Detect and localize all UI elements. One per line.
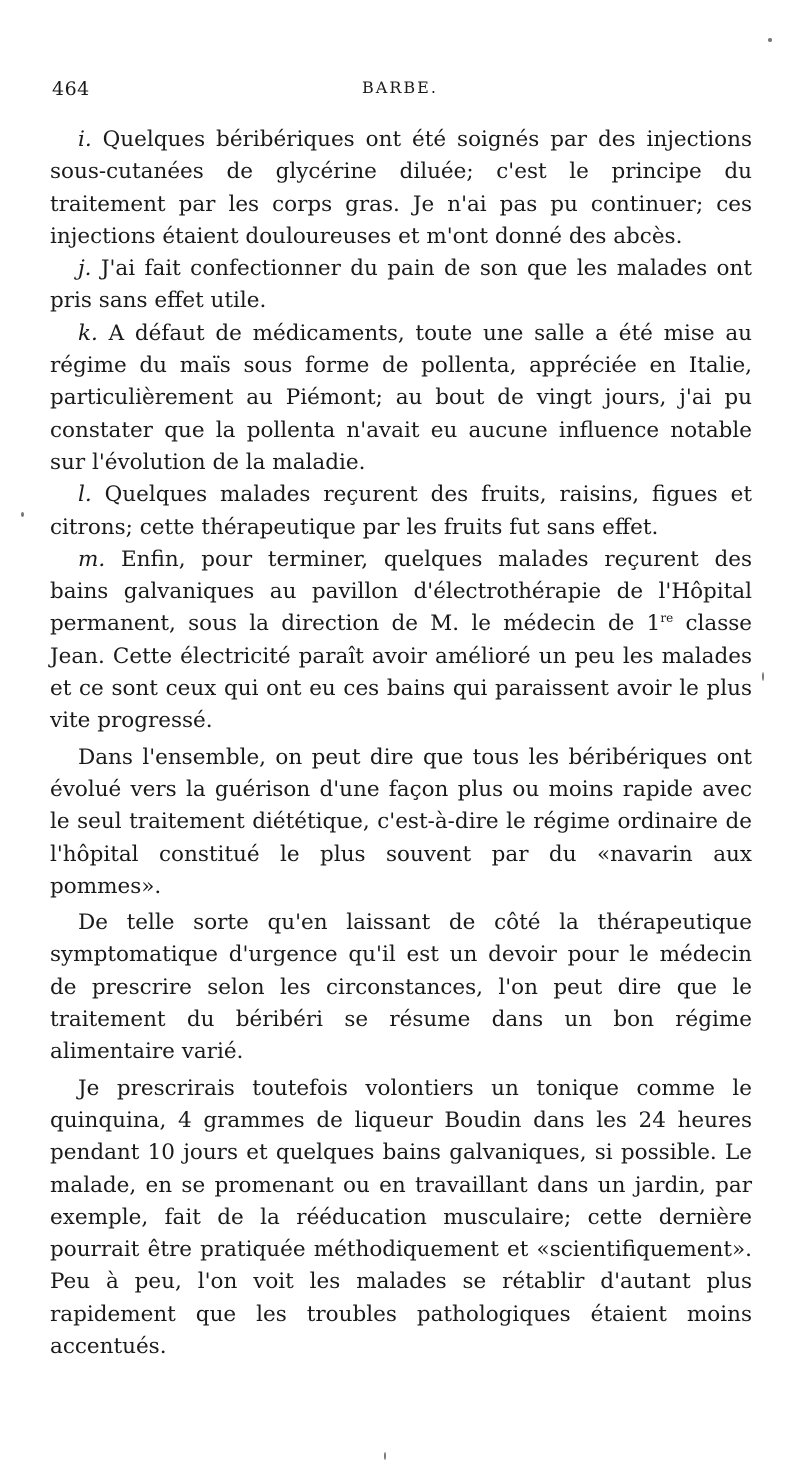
page-number: 464	[52, 78, 90, 100]
item-letter: i.	[78, 127, 92, 152]
ordinal-superscript: re	[660, 611, 674, 626]
paragraph-ensemble	[50, 742, 752, 903]
scan-speck	[762, 672, 764, 681]
paragraph-text: Je prescrirais toutefois volontiers un tonique comme le quinquina, 4 grammes de liqueur Boudin dans les 24 heures pendant 10 jours et quelques bains galvaniques, si possible. Le malade, en se promenant ou en travaillant dans un jardin, par exemple, fait de la rééducation musculaire; cette dernière pourrait être pratiquée méthodiquement et «scientifiquement». Peu à peu, l'on voit les malades se rétablir d'autant plus rapidement que les troubles pathologiques étaient moins accentués.	[50, 1075, 752, 1359]
paragraph-prescription	[50, 1073, 752, 1364]
item-letter: j.	[78, 256, 92, 282]
paragraph-k	[50, 318, 752, 479]
scan-speck	[768, 38, 772, 42]
paragraph-text: Dans l'ensemble, on peut dire que tous les béribériques ont évolué vers la guérison d'une façon plus ou moins rapide avec le seul traitement diététique, c'est-à-dire le régime ordinaire de l'hôpital constitué le plus souvent par du «navarin aux pommes».	[50, 744, 752, 899]
paragraph-therapeutique	[50, 907, 752, 1068]
page-header	[52, 78, 748, 108]
paragraph-text: Quelques béribériques ont été soignés par des injections sous-cutanées de glycérine diluée; c'est le principe du traitement par les corps gras. Je n'ai pas pu continuer; ces injections étaient douloureuses et m'ont donné des abcès.	[50, 127, 752, 249]
paragraph-text: De telle sorte qu'en laissant de côté la thérapeutique symptomatique d'urgence qu'il est un devoir pour le médecin de prescrire selon les circonstances, l'on peut dire que le traitement du béribéri se résume dans un bon régime alimentaire varié.	[50, 910, 752, 1065]
running-title: BARBE.	[362, 78, 438, 97]
paragraph-text: Quelques malades reçurent des fruits, raisins, figues et citrons; cette thérapeutique par les fruits fut sans effet.	[50, 482, 753, 540]
paragraph-text: A défaut de médicaments, toute une salle a été mise au régime du maïs sous forme de pollenta, appréciée en Italie, particulièrement au Piémont; au bout de vingt jours, j'ai pu constater que la pollenta n'avait eu aucune influence notable sur l'évolution de la maladie.	[50, 320, 752, 475]
scan-speck	[384, 1452, 386, 1460]
paragraph-i	[50, 124, 752, 253]
item-letter: l.	[78, 482, 92, 508]
paragraph-l	[50, 479, 752, 544]
paragraph-text: J'ai fait confectionner du pain de son que les malades ont pris sans effet utile.	[50, 256, 752, 314]
item-letter: m.	[78, 546, 106, 572]
paragraph-m	[50, 544, 752, 738]
item-letter: k.	[78, 320, 98, 346]
paragraph-text-after: classe Jean. Cette électricité paraît avoir amélioré un peu les malades et ce sont ceux qui ont eu ces bains qui paraissent avoir le plus vite progressé.	[50, 611, 752, 734]
scan-speck	[21, 512, 24, 517]
body-text	[50, 124, 752, 1363]
paragraph-text-before: Enfin, pour terminer, quelques malades reçurent des bains galvaniques au pavillon d'électrothérapie de l'Hôpital permanent, sous la direction de M. le médecin de 1	[50, 546, 752, 637]
paragraph-j	[50, 253, 752, 318]
